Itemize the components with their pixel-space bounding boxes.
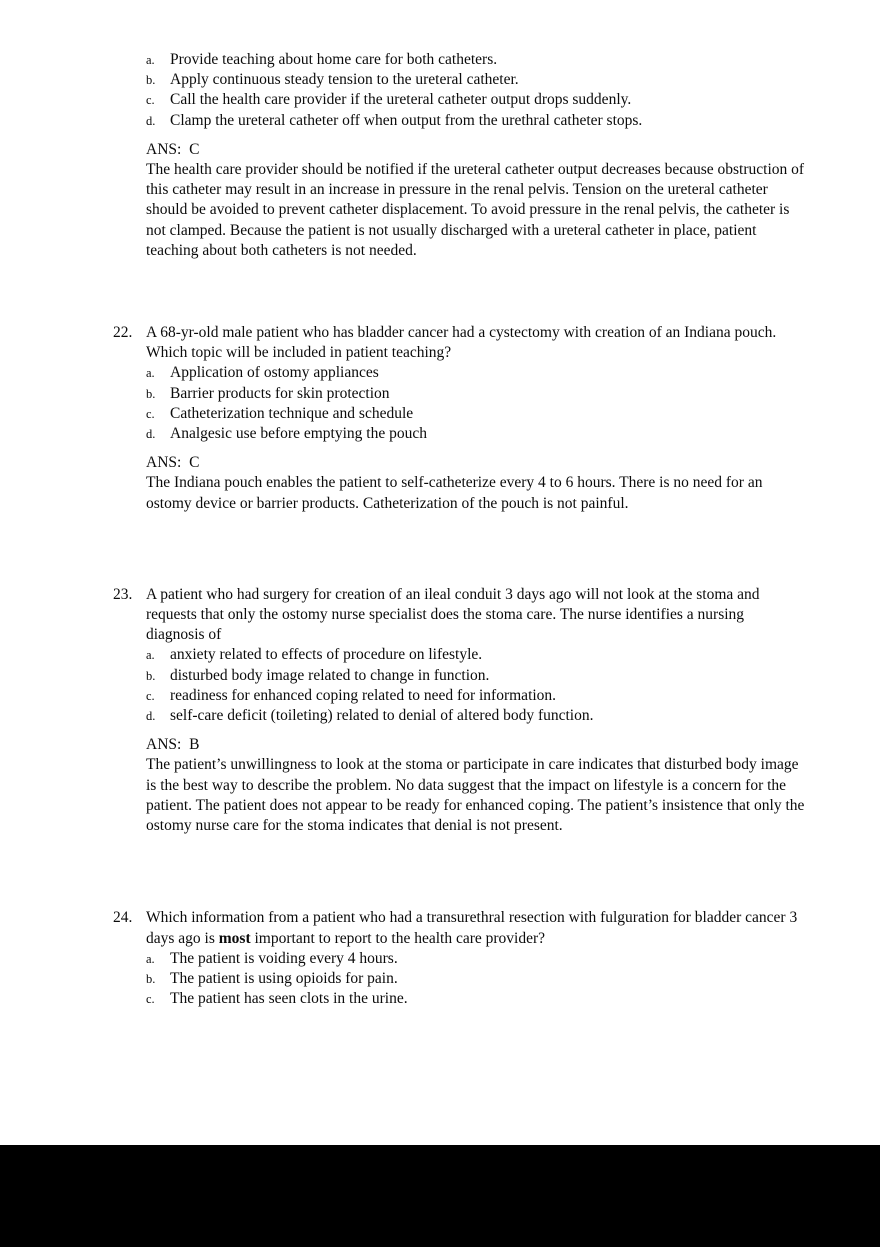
option-list <box>113 645 805 726</box>
option-letter: d. <box>146 709 156 724</box>
option-item[interactable] <box>113 111 805 131</box>
option-text: Analgesic use before emptying the pouch <box>170 425 427 443</box>
option-letter: a. <box>146 951 155 966</box>
answer-block <box>113 453 805 514</box>
answer-label: ANS: B <box>146 736 200 754</box>
option-text: The patient is voiding every 4 hours. <box>170 949 398 967</box>
spacer <box>113 726 805 735</box>
spacer <box>113 131 805 140</box>
option-letter: b. <box>146 668 156 683</box>
option-item[interactable] <box>113 424 805 444</box>
question-block-24 <box>113 908 805 1009</box>
option-item[interactable] <box>113 50 805 70</box>
option-item[interactable] <box>113 384 805 404</box>
answer-rationale: The patient’s unwillingness to look at the stoma or participate in care indicates that disturbed body image is the best way to describe the problem. No data suggest that the impact on lifestyle is a concern for the patient. The patient does not appear to be ready for enhanced coping. The patient’s insistence that only the ostomy nurse care for the stoma indicates that denial is not present. <box>146 756 805 835</box>
option-letter: b. <box>146 386 156 401</box>
question-stem <box>146 908 805 948</box>
option-letter: a. <box>146 366 155 381</box>
question-block-22 <box>113 323 805 514</box>
option-text: The patient is using opioids for pain. <box>170 969 398 987</box>
option-letter: b. <box>146 971 156 986</box>
option-list <box>113 949 805 1010</box>
question-number: 22. <box>113 324 133 342</box>
option-letter: c. <box>146 93 155 108</box>
question-stem-row <box>113 323 805 363</box>
option-text: Barrier products for skin protection <box>170 384 390 402</box>
option-list <box>113 50 805 131</box>
option-letter: d. <box>146 113 156 128</box>
option-letter: c. <box>146 406 155 421</box>
question-stem-post: important to report to the health care provider? <box>250 929 546 947</box>
option-text: anxiety related to effects of procedure on lifestyle. <box>170 646 483 664</box>
option-letter: d. <box>146 427 156 442</box>
option-item[interactable] <box>113 70 805 90</box>
option-item[interactable] <box>113 989 805 1009</box>
option-letter: a. <box>146 53 155 67</box>
question-number: 23. <box>113 585 133 603</box>
option-item[interactable] <box>113 645 805 665</box>
question-number: 24. <box>113 909 133 927</box>
question-stem-emphasis: most <box>218 929 251 947</box>
answer-label: ANS: C <box>146 454 200 472</box>
page-content <box>113 50 805 1009</box>
block-spacer <box>113 836 805 908</box>
option-text: readiness for enhanced coping related to need for information. <box>170 686 557 704</box>
option-item[interactable] <box>113 363 805 383</box>
answer-label: ANS: C <box>146 140 200 158</box>
option-item[interactable] <box>113 666 805 686</box>
option-text: self-care deficit (toileting) related to denial of altered body function. <box>170 707 594 725</box>
answer-block <box>113 140 805 261</box>
option-item[interactable] <box>113 404 805 424</box>
answer-rationale: The health care provider should be notified if the ureteral catheter output decreases because obstruction of this catheter may result in an increase in pressure in the renal pelvis. Tension on the ureteral catheter should be avoided to prevent catheter displacement. To avoid pressure in the renal pelvis, the catheter is not clamped. Because the patient is not usually discharged with a ureteral catheter in place, patient teaching about both catheters is not needed. <box>146 161 805 259</box>
spacer <box>113 444 805 453</box>
option-text: Apply continuous steady tension to the ureteral catheter. <box>170 71 519 89</box>
question-stem-row <box>113 585 805 646</box>
option-item[interactable] <box>113 686 805 706</box>
question-stem-row <box>113 908 805 948</box>
option-letter: c. <box>146 992 155 1007</box>
question-stem: A 68-yr-old male patient who has bladder cancer had a cystectomy with creation of an Indiana pouch. Which topic will be included in patient teaching? <box>146 324 777 362</box>
block-spacer <box>113 514 805 585</box>
answer-block <box>113 735 805 836</box>
option-text: disturbed body image related to change in function. <box>170 666 490 684</box>
block-spacer <box>113 261 805 323</box>
question-block-23 <box>113 585 805 836</box>
option-item[interactable] <box>113 706 805 726</box>
option-letter: a. <box>146 648 155 663</box>
option-text: Call the health care provider if the ureteral catheter output drops suddenly. <box>170 91 632 109</box>
option-letter: b. <box>146 73 156 88</box>
option-item[interactable] <box>113 90 805 110</box>
option-item[interactable] <box>113 949 805 969</box>
option-text: Clamp the ureteral catheter off when output from the urethral catheter stops. <box>170 111 643 129</box>
option-item[interactable] <box>113 969 805 989</box>
option-text: Provide teaching about home care for both catheters. <box>170 51 498 68</box>
option-text: Application of ostomy appliances <box>170 364 379 382</box>
option-list <box>113 363 805 444</box>
option-text: The patient has seen clots in the urine. <box>170 990 408 1008</box>
question-stem-pre: Which information from a patient who had a transurethral resection with fulguration for bladder cancer 3 days ago is <box>146 909 798 947</box>
option-letter: c. <box>146 688 155 703</box>
answer-rationale: The Indiana pouch enables the patient to self-catheterize every 4 to 6 hours. There is no need for an ostomy device or barrier products. Catheterization of the pouch is not painful. <box>146 474 763 512</box>
option-text: Catheterization technique and schedule <box>170 404 414 422</box>
question-stem: A patient who had surgery for creation of an ileal conduit 3 days ago will not look at the stoma and requests that only the ostomy nurse specialist does the stoma care. The nurse identifies a nursing diagnosis of <box>146 585 760 644</box>
question-block-21-continued <box>113 50 805 261</box>
bottom-black-band <box>0 1145 880 1247</box>
